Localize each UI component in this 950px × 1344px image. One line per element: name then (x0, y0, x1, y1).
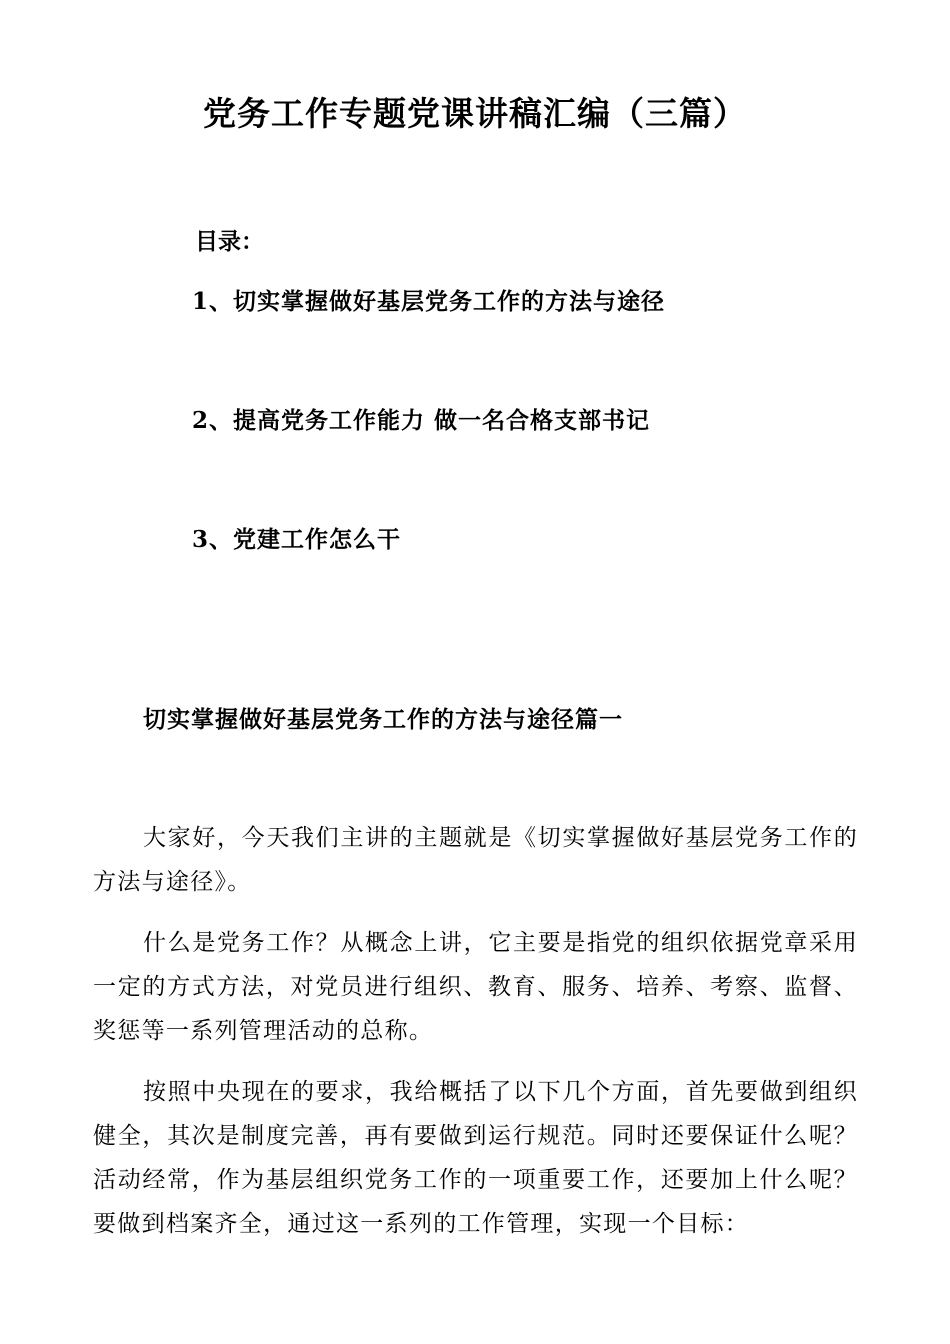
body-paragraph: 什么是党务工作？从概念上讲，它主要是指党的组织依据党章采用一定的方式方法，对党员进行组织、教育、服务、培养、考察、监督、奖惩等一系列管理活动的总称。 (93, 930, 858, 1044)
document-title: 党务工作专题党课讲稿汇编（三篇） (203, 94, 747, 133)
toc-heading: 目录： (195, 228, 264, 255)
toc-item: 1、切实掌握做好基层党务工作的方法与途径 (192, 288, 666, 315)
body-paragraph: 大家好，今天我们主讲的主题就是《切实掌握做好基层党务工作的方法与途径》。 (93, 825, 858, 895)
toc-item: 3、党建工作怎么干 (192, 526, 402, 553)
body-paragraph: 按照中央现在的要求，我给概括了以下几个方面，首先要做到组织健全，其次是制度完善，再有要做到运行规范。同时还要保证什么呢？活动经常，作为基层组织党务工作的一项重要工作，还要加上什么呢？要做到档案齐全，通过这一系列的工作管理，实现一个目标： (93, 1079, 858, 1237)
section-heading: 切实掌握做好基层党务工作的方法与途径篇一 (143, 706, 623, 733)
toc-item: 2、提高党务工作能力 做一名合格支部书记 (192, 407, 651, 434)
